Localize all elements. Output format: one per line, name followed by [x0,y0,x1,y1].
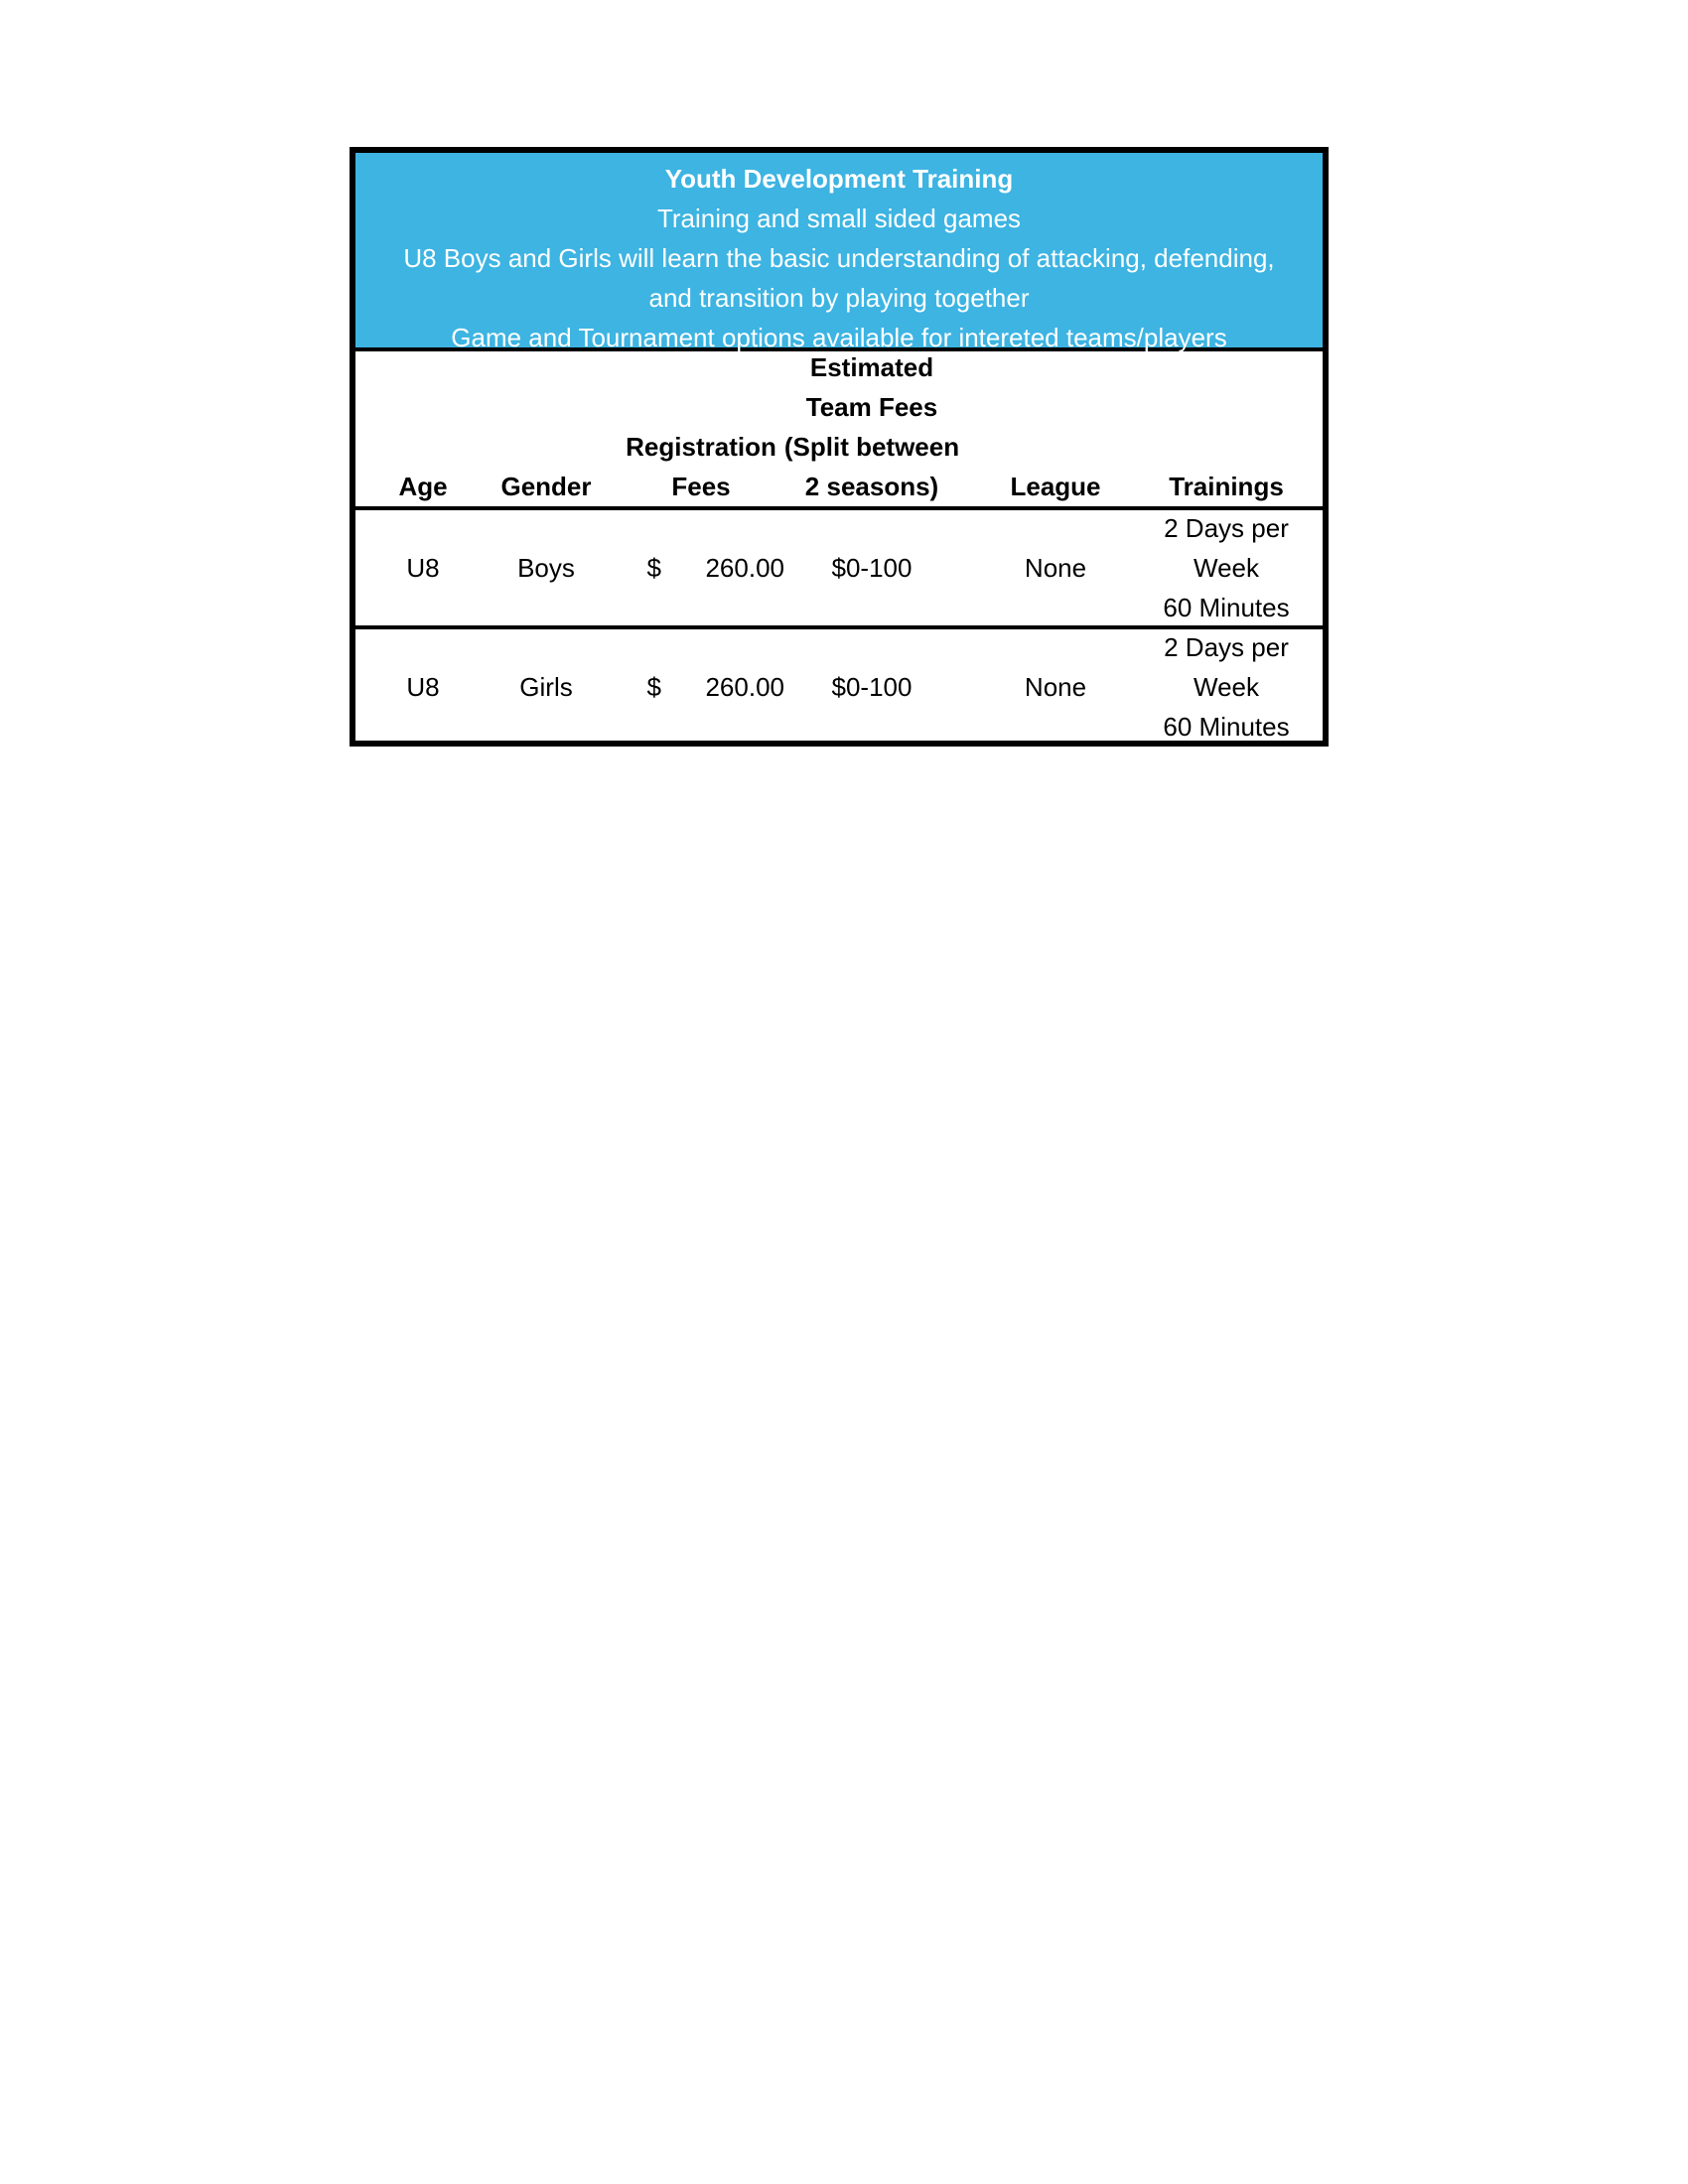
program-description-line-3: and transition by playing together [648,283,1030,313]
header-league: League [1010,472,1101,501]
fee-table [350,147,1329,747]
header-age: Age [398,472,448,501]
header-registration-fees: Registration Fees [626,432,776,501]
cell-trainings: 2 Days per Week 60 Minutes [1163,632,1290,742]
cell-team-fees: $0-100 [831,672,913,702]
program-title: Youth Development Training [664,164,1014,194]
cell-team-fees: $0-100 [831,553,913,583]
table-row [355,629,1323,749]
program-description-line-4: Game and Tournament options available for intereted teams/players [451,323,1227,352]
cell-league: None [1024,553,1087,583]
cell-currency: $ [646,672,661,702]
cell-league: None [1024,672,1087,702]
cell-age: U8 [406,553,440,583]
header-gender: Gender [500,472,592,501]
cell-registration-fee: 260.00 [705,672,784,702]
program-description-line-1: Training and small sided games [656,204,1022,233]
header-trainings: Trainings [1169,472,1284,501]
header-team-fees: Estimated Team Fees (Split between 2 seasons) [783,352,960,501]
cell-registration-fee: 260.00 [705,553,784,583]
cell-currency: $ [646,553,661,583]
cell-gender: Girls [519,672,573,702]
cell-gender: Boys [517,553,575,583]
program-banner [355,153,1323,351]
table-header-row [355,351,1323,510]
cell-trainings: 2 Days per Week 60 Minutes [1163,513,1290,622]
table-row [355,510,1323,629]
program-description-line-2: U8 Boys and Girls will learn the basic understanding of attacking, defending, [403,243,1275,273]
cell-age: U8 [406,672,440,702]
